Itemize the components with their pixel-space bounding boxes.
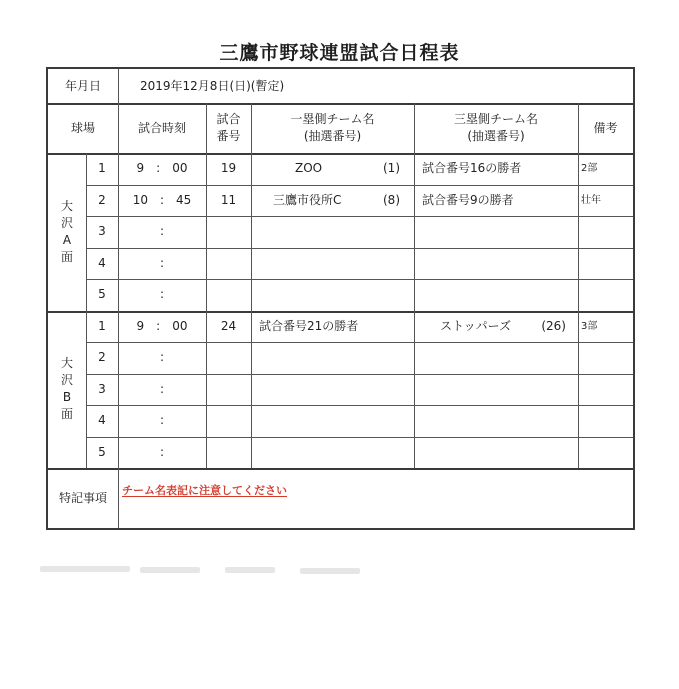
first-base-team [251,311,414,343]
third-base-lot-number: (26) [541,318,566,333]
match-time: : [159,255,165,270]
first-base-lot-number: (1) [383,161,400,176]
grid-line-v [118,468,119,528]
header-match-no-line: 試合 [216,112,241,126]
third-base-team-name: 試合番号9の勝者 [422,192,514,207]
document-title: 三鷹市野球連盟試合日程表 [219,42,460,64]
date-value: 2019年12月8日(日)(暫定) [140,78,285,93]
third-base-team-name: 試合番号16の勝者 [422,161,522,176]
first-base-team-name: 試合番号21の勝者 [259,318,359,333]
first-base-team [251,374,414,406]
field-name-char: B [62,390,72,405]
header-match-no-line: 番号 [216,129,241,143]
first-base-team [251,216,414,248]
match-number [206,374,251,406]
match-time: : [159,224,165,239]
third-base-team [414,311,578,343]
first-base-team-name: ZOO [295,161,323,176]
match-number [206,279,251,311]
match-number [206,248,251,280]
match-time: : [159,444,165,459]
match-time: : [159,413,165,428]
header-field: 球場 [70,120,95,135]
scan-artifact [40,566,130,572]
row-number: 1 [98,318,106,333]
row-number: 5 [98,444,106,459]
third-base-team [414,248,578,280]
header-first-base-line: 一塁側チーム名 [290,112,375,126]
remark: 2部 [581,163,598,175]
special-notes-label: 特記事項 [58,490,107,505]
third-base-team [414,342,578,374]
first-base-team [251,185,414,217]
row-number: 4 [98,255,106,270]
header-first-base-line: (抽選番号) [303,129,362,143]
first-base-team [251,342,414,374]
match-time: : [159,381,165,396]
first-base-team [251,153,414,185]
match-number [206,437,251,469]
match-number: 11 [220,192,237,207]
remark [578,342,633,374]
first-base-team [251,279,414,311]
field-name [48,311,86,469]
match-number: 24 [220,318,237,333]
match-time: 10 : 45 [132,192,192,207]
third-base-team [414,279,578,311]
first-base-team [251,248,414,280]
remark [578,248,633,280]
field-name-char: 大 [60,198,73,213]
scan-artifact [225,567,275,573]
remark [578,216,633,248]
field-name-char: 沢 [60,373,73,388]
remark [578,279,633,311]
header-first-base [251,103,414,153]
row-number: 5 [98,287,106,302]
match-number [206,216,251,248]
match-number [206,405,251,437]
match-time: 9 : 00 [136,161,188,176]
third-base-team [414,216,578,248]
first-base-team-name: 三鷹市役所C [273,192,342,207]
field-name-char: A [62,232,72,247]
grid-line-h [48,468,633,470]
row-number: 4 [98,413,106,428]
third-base-team [414,153,578,185]
match-time: : [159,350,165,365]
remark [578,437,633,469]
header-third-base-line: 三塁側チーム名 [453,112,538,126]
third-base-team-name: ストッパーズ [440,318,512,333]
match-number: 19 [220,161,237,176]
third-base-team [414,437,578,469]
remark: 3部 [581,320,598,332]
row-number: 1 [98,161,106,176]
third-base-team [414,185,578,217]
field-name [48,153,86,311]
field-name-char: 面 [60,407,73,422]
third-base-team [414,374,578,406]
scan-artifact [300,568,360,574]
row-number: 3 [98,381,106,396]
first-base-team [251,405,414,437]
row-number: 2 [98,192,106,207]
field-name-char: 大 [60,356,73,371]
scan-artifact [140,567,200,573]
remark [578,374,633,406]
first-base-lot-number: (8) [383,192,400,207]
row-number: 3 [98,224,106,239]
match-number [206,342,251,374]
third-base-team [414,405,578,437]
match-time: : [159,287,165,302]
match-time: 9 : 00 [136,318,188,333]
date-label: 年月日 [64,78,101,93]
field-name-char: 面 [60,249,73,264]
special-notes-text: チーム名表記に注意してください [122,484,287,497]
remark: 壮年 [581,194,601,206]
schedule-table [46,67,635,530]
header-match-no [206,103,251,153]
header-third-base-line: (抽選番号) [467,129,525,143]
first-base-team [251,437,414,469]
header-third-base [414,103,578,153]
header-remarks: 備考 [593,120,618,135]
row-number: 2 [98,350,106,365]
remark [578,405,633,437]
header-time: 試合時刻 [137,120,186,135]
field-name-char: 沢 [60,215,73,230]
